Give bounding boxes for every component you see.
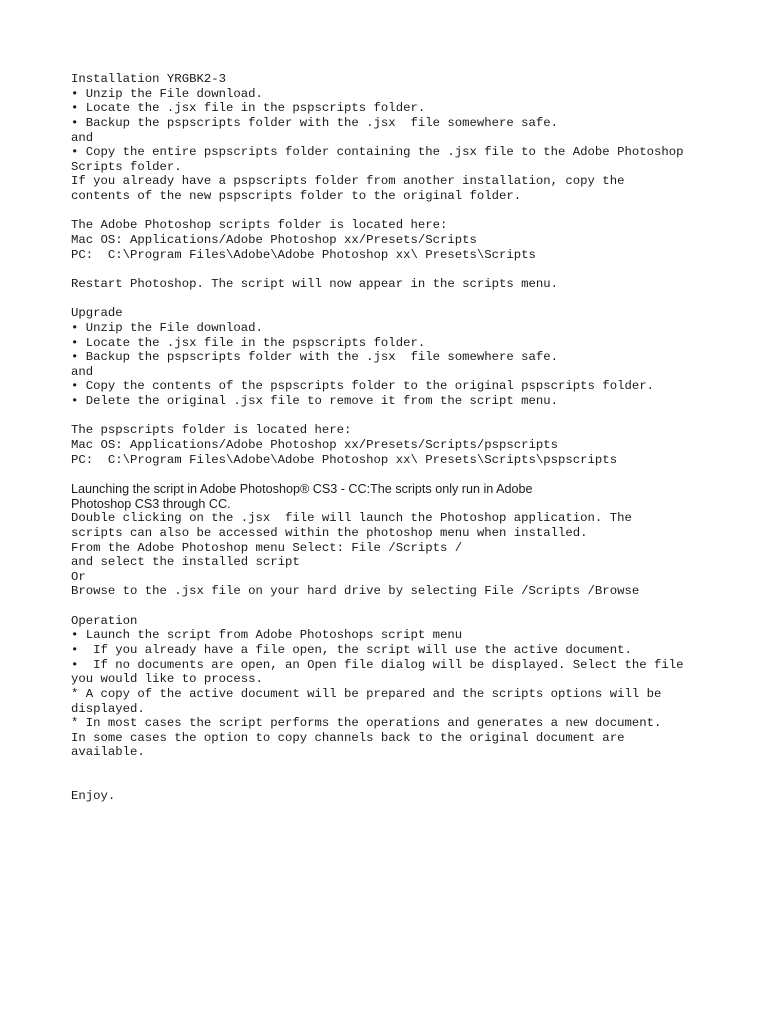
text-line: scripts can also be accessed within the photoshop menu when installed. [71, 525, 588, 540]
text-line: and select the installed script [71, 555, 300, 570]
text-line: If you already have a pspscripts folder from another installation, copy the [71, 174, 625, 189]
text-line: The Adobe Photoshop scripts folder is located here: [71, 218, 448, 233]
text-line: Double clicking on the .jsx file will launch the Photoshop application. The [71, 511, 632, 526]
text-line: contents of the new pspscripts folder to the original folder. [71, 189, 522, 204]
blank-line [71, 775, 751, 790]
blank-line [71, 467, 751, 482]
text-line: • Copy the entire pspscripts folder containing the .jsx file to the Adobe Photoshop [71, 145, 684, 160]
text-line: • Locate the .jsx file in the pspscripts folder. [71, 101, 426, 116]
text-line: Photoshop CS3 through CC. [71, 496, 231, 511]
text-line: * A copy of the active document will be prepared and the scripts options will be [71, 686, 662, 701]
text-line: • Unzip the File download. [71, 86, 263, 101]
text-line: you would like to process. [71, 672, 263, 687]
text-line: Mac OS: Applications/Adobe Photoshop xx/Presets/Scripts [71, 233, 477, 248]
text-line: • Delete the original .jsx file to remove it from the script menu. [71, 394, 559, 409]
text-line: Or [71, 569, 86, 584]
blank-line [71, 204, 751, 219]
text-line: * In most cases the script performs the operations and generates a new document. [71, 716, 662, 731]
blank-line [71, 599, 751, 614]
text-line: and [71, 364, 94, 379]
text-line: From the Adobe Photoshop menu Select: File /Scripts / [71, 540, 463, 555]
text-line: The pspscripts folder is located here: [71, 423, 352, 438]
text-line: available. [71, 745, 145, 760]
text-line: and [71, 130, 94, 145]
text-line: Restart Photoshop. The script will now appear in the scripts menu. [71, 276, 559, 291]
text-line: displayed. [71, 701, 145, 716]
blank-line [71, 409, 751, 424]
text-line: • Backup the pspscripts folder with the .jsx file somewhere safe. [71, 115, 559, 130]
document-body [71, 72, 751, 804]
text-line: Scripts folder. [71, 159, 182, 174]
text-line: In some cases the option to copy channels back to the original document are [71, 730, 625, 745]
text-line: • Copy the contents of the pspscripts folder to the original pspscripts folder. [71, 379, 654, 394]
text-line: • Locate the .jsx file in the pspscripts folder. [71, 335, 426, 350]
text-line: • Launch the script from Adobe Photoshops script menu [71, 628, 463, 643]
text-line: PC: C:\Program Files\Adobe\Adobe Photoshop xx\ Presets\Scripts\pspscripts [71, 452, 618, 467]
text-line: • Backup the pspscripts folder with the .jsx file somewhere safe. [71, 350, 559, 365]
text-line: Mac OS: Applications/Adobe Photoshop xx/Presets/Scripts/pspscripts [71, 438, 559, 453]
text-line: • Unzip the File download. [71, 320, 263, 335]
text-line: Enjoy. [71, 789, 116, 804]
blank-line [71, 262, 751, 277]
text-line: Browse to the .jsx file on your hard drive by selecting File /Scripts /Browse [71, 584, 640, 599]
text-line: Operation [71, 613, 138, 628]
text-line: Installation YRGBK2-3 [71, 72, 226, 86]
blank-line [71, 292, 751, 307]
text-line: • If you already have a file open, the script will use the active document. [71, 642, 632, 657]
text-line: • If no documents are open, an Open file dialog will be displayed. Select the file [71, 657, 684, 672]
text-line: Upgrade [71, 306, 123, 321]
blank-line [71, 760, 751, 775]
text-line: Launching the script in Adobe Photoshop® CS3 - CC:The scripts only run in Adobe [71, 481, 533, 496]
text-line: PC: C:\Program Files\Adobe\Adobe Photoshop xx\ Presets\Scripts [71, 247, 536, 262]
